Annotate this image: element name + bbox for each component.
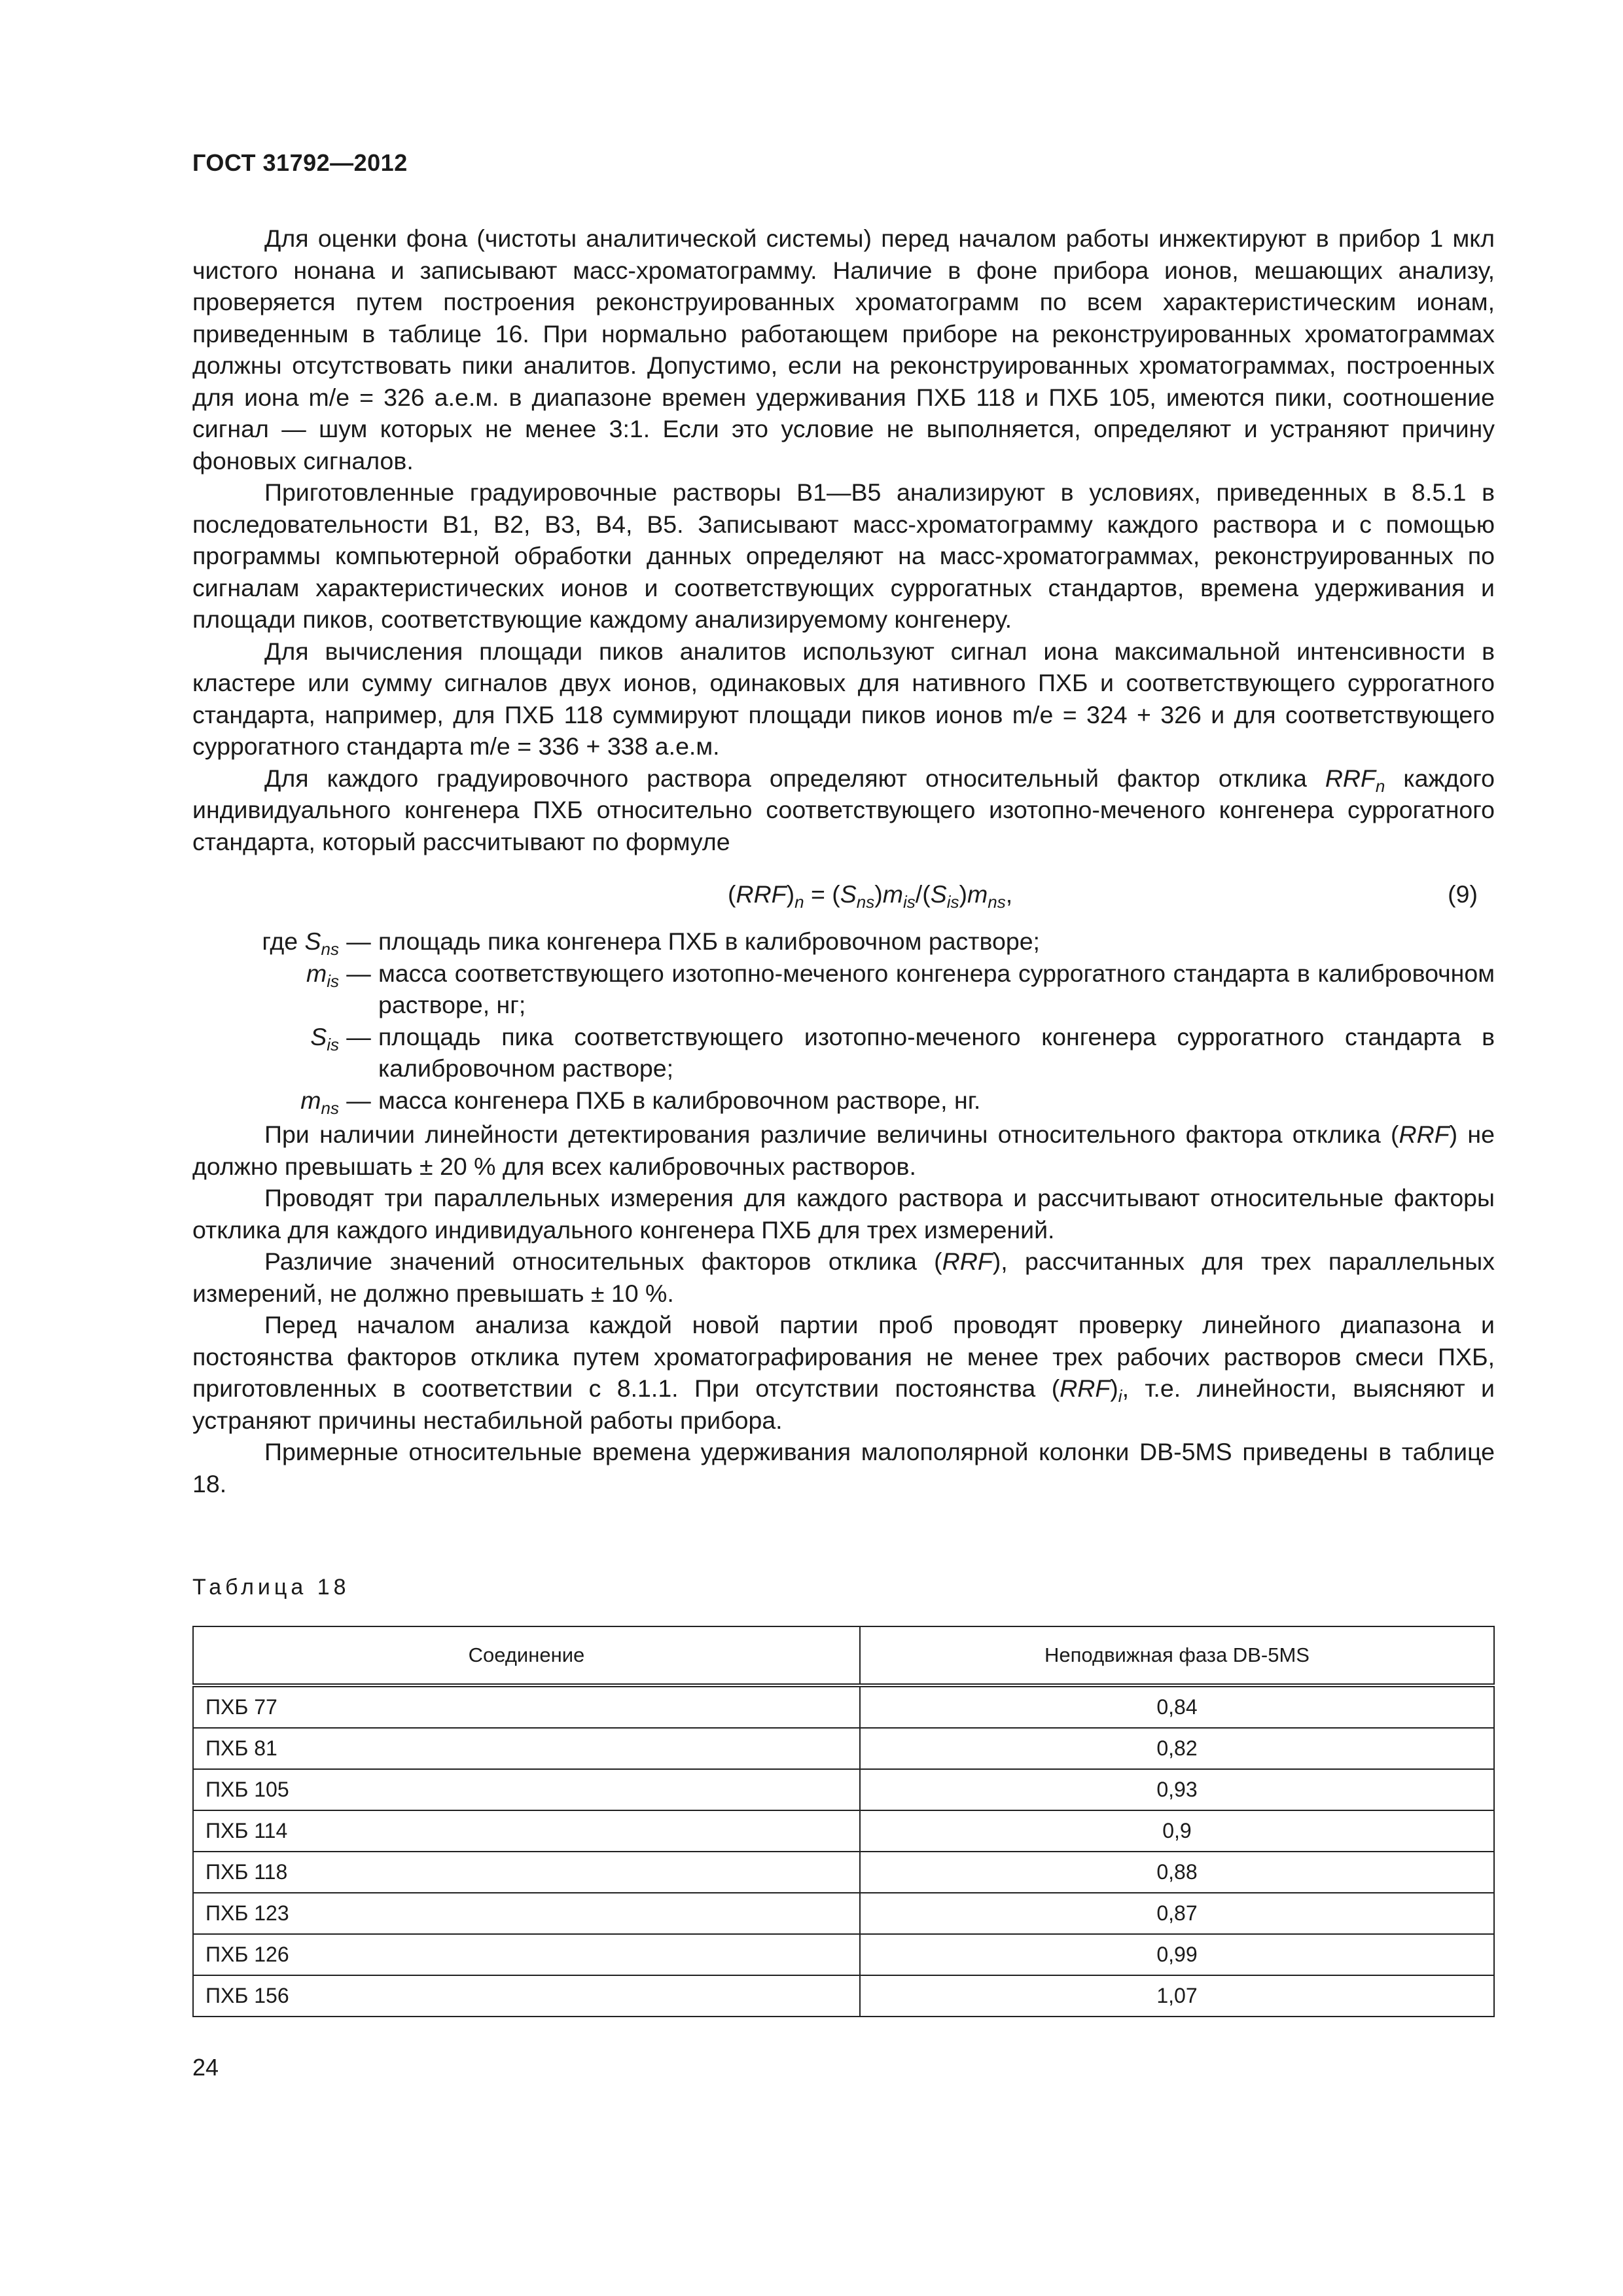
paragraph-calibration-solutions: Приготовленные градуировочные растворы В1—В5 анализируют в условиях, приведенных в 8.5.1 в последовательности В1, В2, В3, В4, В5. Записывают масс-хроматограмму каждого раствора и с помощью программы компьютерной обработки данных определяют на масс-хроматограммах, реконструированных по сигналам характеристических ионов и соответствующих суррогатных стандартов, времена удерживания и площади пиков, соответствующие каждому анализируемому конгенеру. xyxy=(192,478,1495,633)
value-cell: 0,87 xyxy=(860,1893,1494,1934)
paragraph-rrf-difference: Различие значений относительных факторов отклика (RRF), рассчитанных для трех параллельных измерений, не должно превышать ± 10 %. xyxy=(192,1247,1495,1307)
column-header-phase: Неподвижная фаза DB-5MS xyxy=(860,1626,1494,1685)
value-cell: 0,9 xyxy=(860,1810,1494,1852)
definitions-list xyxy=(192,925,1495,1116)
table-row xyxy=(193,1893,1494,1934)
formula-number: (9) xyxy=(1448,880,1478,908)
body-text xyxy=(192,223,1495,1499)
paragraph-batch-check: Перед началом анализа каждой новой партии проб проводят проверку линейного диапазона и постоянства факторов отклика путем хроматографирования не менее трех рабочих растворов смеси ПХБ, приготовленных в соответствии с 8.1.1. При отсутствии постоянства $(RRF)_i$, т.е. линейности, выясняют и устраняют причины нестабильной работы прибора. xyxy=(192,1311,1495,1434)
page-number: 24 xyxy=(192,2054,219,2081)
compound-cell: ПХБ 105 xyxy=(193,1769,860,1810)
definition-item: $m_{ns}$ — масса конгенера ПХБ в калибровочном растворе, нг. xyxy=(300,1086,981,1118)
standard-header: ГОСТ 31792—2012 xyxy=(192,149,408,176)
table-row xyxy=(193,1810,1494,1852)
paragraph-retention-times: Примерные относительные времена удерживания малополярной колонки DB-5MS приведены в таблице 18. xyxy=(192,1438,1495,1498)
paragraph-background-check: Для оценки фона (чистоты аналитической системы) перед началом работы инжектируют в прибор 1 мкл чистого нонана и записывают масс-хроматограмму. Наличие в фоне прибора ионов, мешающих анализу, проверяется путем построения реконструированных хроматограмм по всем характеристическим ионам, приведенным в таблице 16. При нормально работающем приборе на реконструированных хроматограммах должны отсутствовать пики аналитов. Допустимо, если на реконструированных хроматограммах, построенных для иона m/e = 326 а.е.м. в диапазоне времен удерживания ПХБ 118 и ПХБ 105, имеются пики, соотношение сигнал — шум которых не менее 3:1. Если это условие не выполняется, определяют и устраняют причину фоновых сигналов. xyxy=(192,224,1495,475)
compound-cell: ПХБ 118 xyxy=(193,1852,860,1893)
definition-item: $S_{is}$ — площадь пика соответствующего изотопно-меченого конгенера суррогатного стандарта в калибровочном растворе; xyxy=(310,1022,1495,1082)
paragraph-parallel-measurements: Проводят три параллельных измерения для каждого раствора и рассчитывают относительные факторы отклика для каждого индивидуального конгенера ПХБ для трех измерений. xyxy=(192,1184,1495,1244)
retention-table xyxy=(192,1626,1495,2017)
compound-cell: ПХБ 126 xyxy=(193,1934,860,1975)
formula-expression: $(RRF)_n = (S_{ns})m_{is}/(S_{is})m_{ns}$, xyxy=(728,880,1013,912)
definition-item: где $S_{ns}$ — площадь пика конгенера ПХБ в калибровочном растворе; xyxy=(262,927,1040,959)
paragraph-linearity: При наличии линейности детектирования различие величины относительного фактора отклика (RRF) не должно превышать ± 20 % для всех калибровочных растворов. xyxy=(192,1121,1495,1180)
column-header-compound: Соединение xyxy=(193,1626,860,1685)
value-cell: 0,99 xyxy=(860,1934,1494,1975)
value-cell: 1,07 xyxy=(860,1975,1494,2017)
compound-cell: ПХБ 123 xyxy=(193,1893,860,1934)
table-row xyxy=(193,1934,1494,1975)
table-row xyxy=(193,1852,1494,1893)
table-caption: Таблица 18 xyxy=(192,1575,350,1600)
table-row xyxy=(193,1769,1494,1810)
value-cell: 0,84 xyxy=(860,1685,1494,1728)
compound-cell: ПХБ 156 xyxy=(193,1975,860,2017)
compound-cell: ПХБ 114 xyxy=(193,1810,860,1852)
compound-cell: ПХБ 81 xyxy=(193,1728,860,1769)
compound-cell: ПХБ 77 xyxy=(193,1685,860,1728)
table-row xyxy=(193,1685,1494,1728)
value-cell: 0,88 xyxy=(860,1852,1494,1893)
table-row xyxy=(193,1975,1494,2017)
paragraph-rrf-intro: Для каждого градуировочного раствора определяют относительный фактор отклика $RRF_n$ каждого индивидуального конгенера ПХБ относительно соответствующего изотопно-меченого конгенера суррогатного стандарта, который рассчитывают по формуле xyxy=(192,764,1495,855)
table-header-row xyxy=(193,1626,1494,1685)
value-cell: 0,93 xyxy=(860,1769,1494,1810)
paragraph-peak-area: Для вычисления площади пиков аналитов используют сигнал иона максимальной интенсивности в кластере или сумму сигналов двух ионов, одинаковых для нативного ПХБ и соответствующего суррогатного стандарта, например, для ПХБ 118 суммируют площади пиков ионов m/e = 324 + 326 и для соответствующего суррогатного стандарта m/e = 336 + 338 а.е.м. xyxy=(192,637,1495,760)
value-cell: 0,82 xyxy=(860,1728,1494,1769)
table-row xyxy=(193,1728,1494,1769)
formula-rrf xyxy=(192,872,1495,916)
definition-item: $m_{is}$ — масса соответствующего изотопно-меченого конгенера суррогатного стандарта в калибровочном растворе, нг; xyxy=(306,959,1495,1018)
